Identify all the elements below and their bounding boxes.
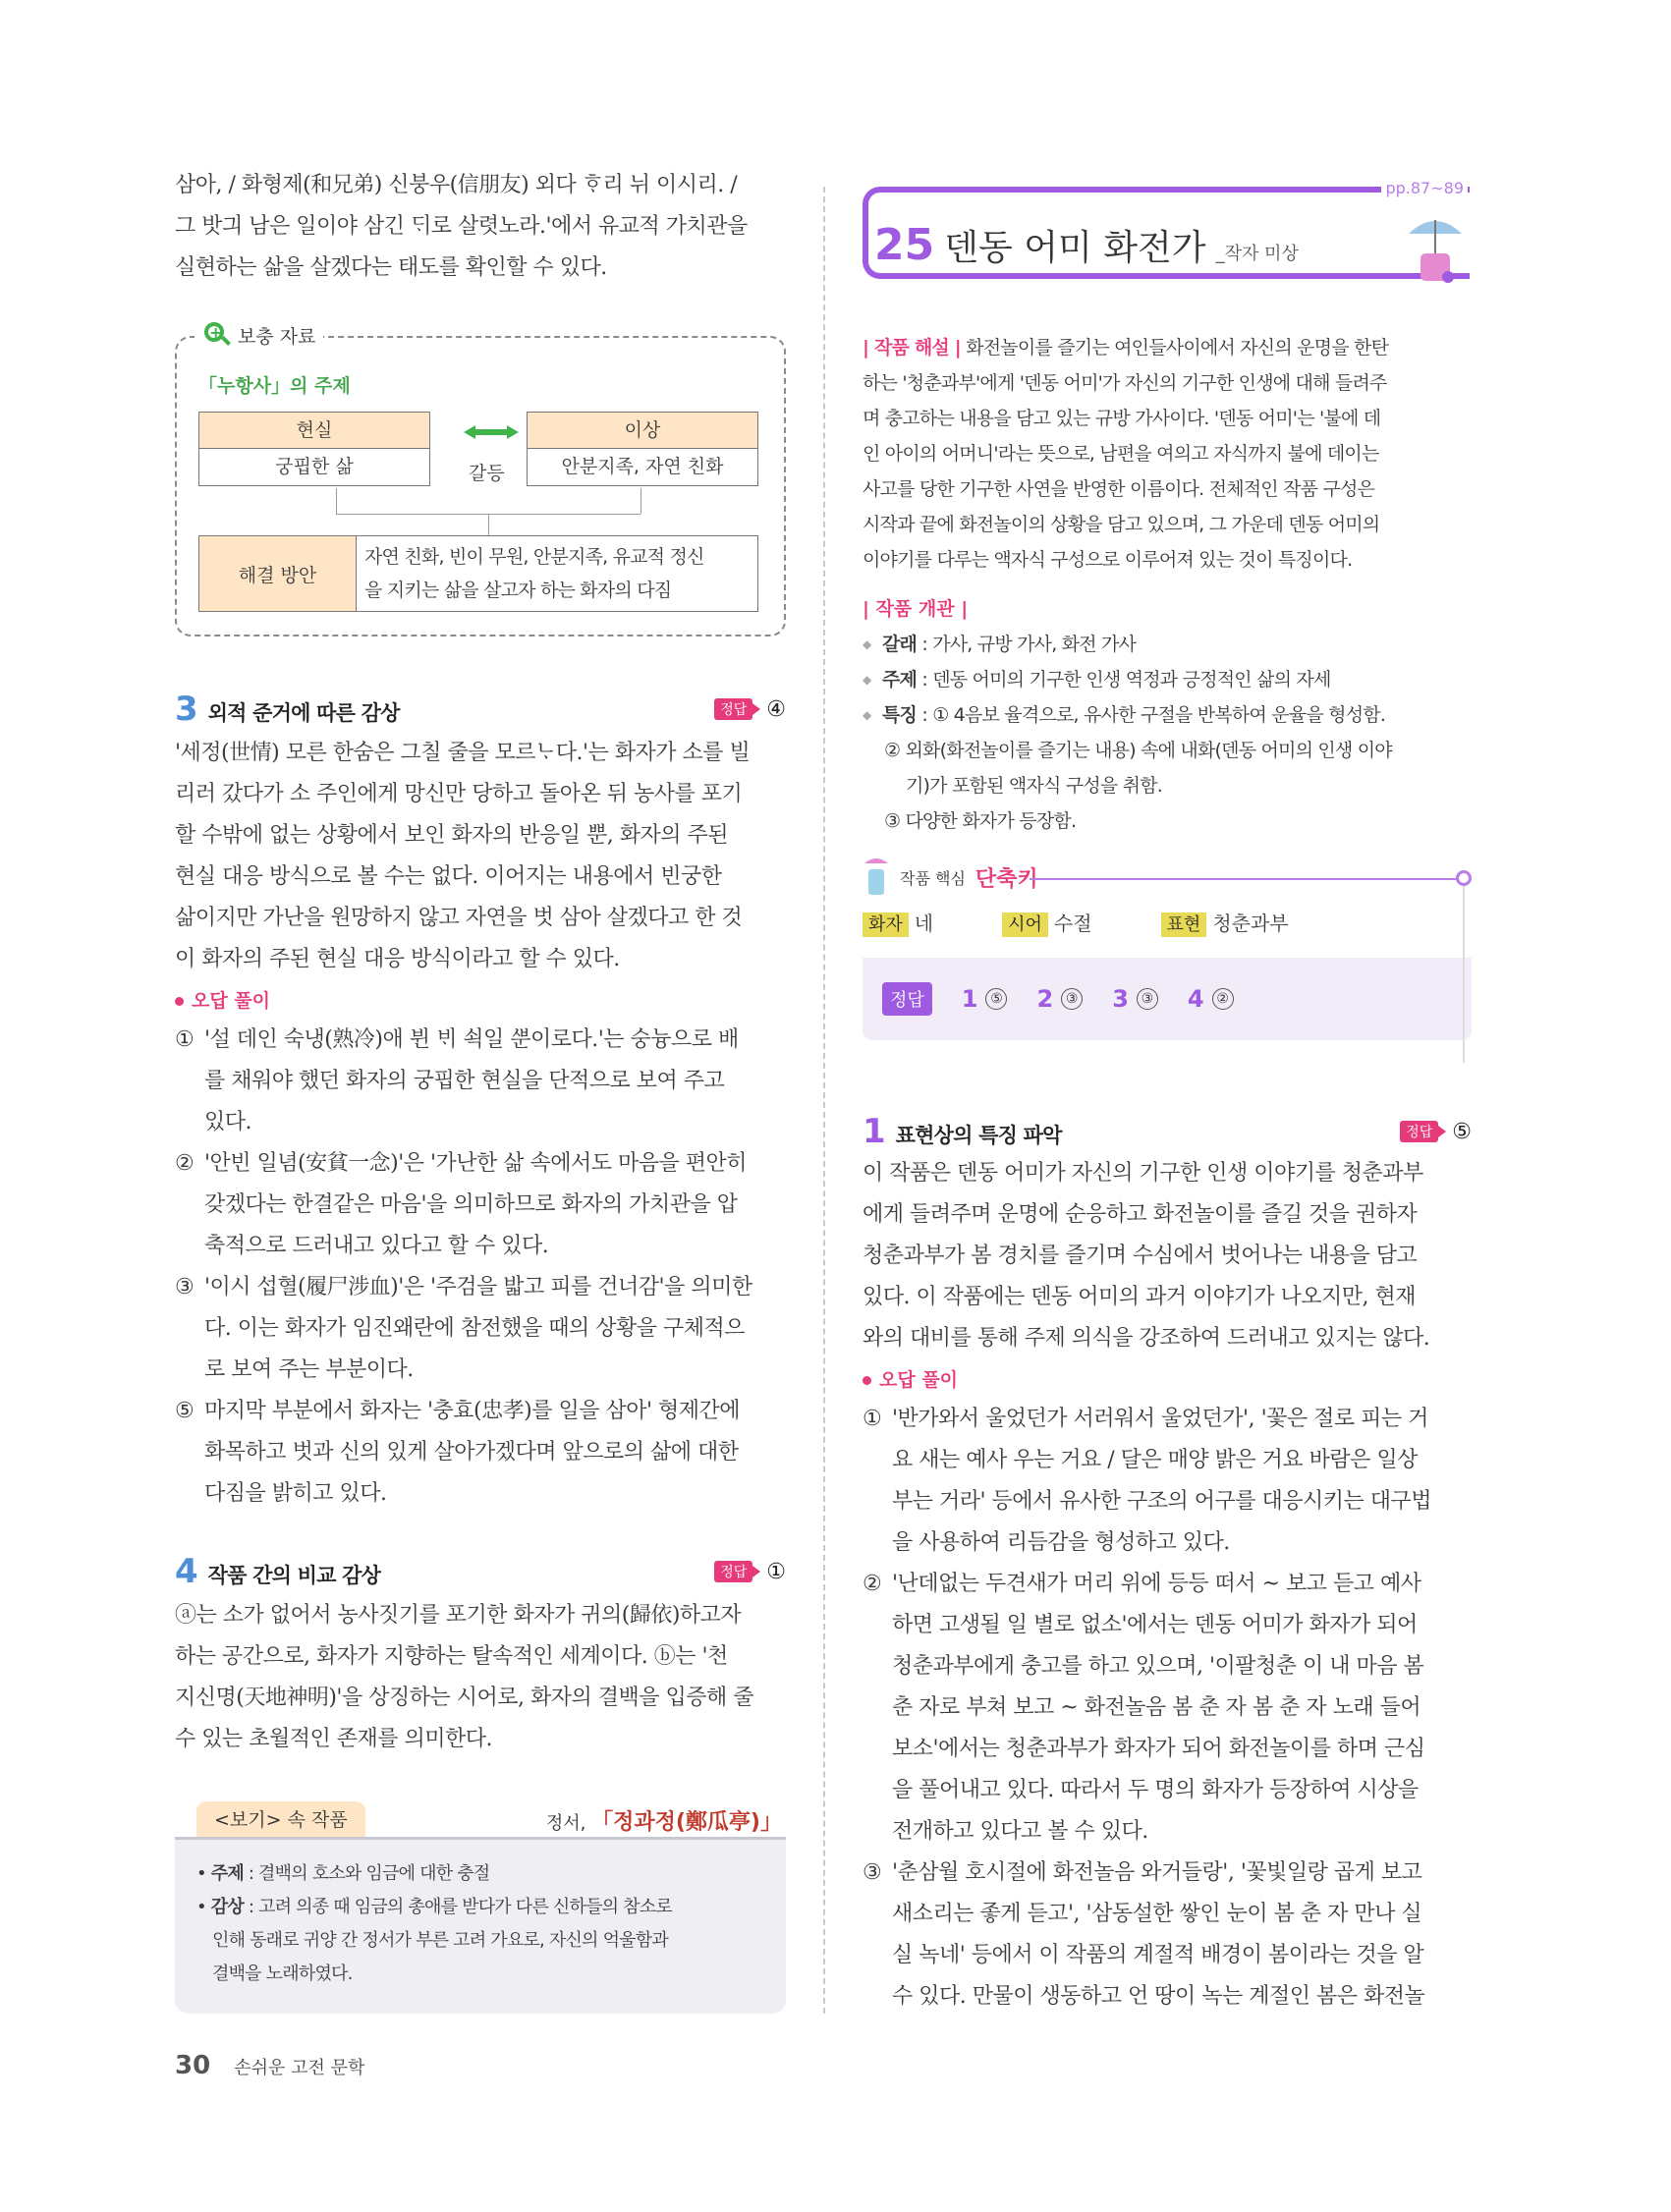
right-section-1-body [863,1153,1472,1359]
section-3-header [175,691,786,727]
text-line: 있다. 이 작품에는 덴동 어미의 과거 이야기가 나오지만, 현재 [863,1285,1416,1309]
section-number: 1 [863,1112,886,1151]
answer-key-bar [863,958,1472,1040]
text-line: 자연 친화, 빈이 무원, 안분지족, 유교적 정신 [364,546,704,568]
header-frame-top [880,187,1460,193]
text-line: 이 화자의 주된 현실 대응 방식이라고 할 수 있다. [175,947,620,971]
diamond-bullet-icon: ◆ [863,673,871,687]
book-title: 손쉬운 고전 문학 [234,2058,365,2078]
text-line: ⓐ는 소가 없어서 농사짓기를 포기한 화자가 귀의(歸依)하고자 [175,1603,742,1628]
text-line: 지신명(天地神明)'을 상징하는 시어로, 화자의 결백을 입증해 줄 [175,1686,753,1710]
section-title: 표현상의 특징 파악 [895,1124,1062,1147]
feature-2 [863,733,1472,803]
text-line: 하면 고생될 일 별로 없소'에서는 덴동 어미가 화자가 되어 [892,1613,1418,1637]
wrong-answer-list [175,1020,786,1515]
text-line: 사고를 당한 기구한 사연을 반영한 이름이다. 전체적인 작품 구성은 [863,478,1375,500]
key-big-label: 단축키 [975,866,1038,892]
work-explanation [863,330,1472,578]
right-column [863,165,1472,2018]
answer-choice: ③ [1061,988,1083,1010]
section-4-header [175,1554,786,1589]
wrong-answer-label: 오답 풀이 [879,1369,959,1391]
key-item [1161,908,1289,936]
list-item [175,1143,786,1267]
theme-text: : 결백의 호소와 임금에 대한 충절 [243,1863,490,1884]
text-line: 현실 대응 방식으로 볼 수는 없다. 이어지는 내용에서 빈궁한 [175,864,722,889]
item-marker: ① [175,1027,195,1052]
list-item [863,1564,1472,1853]
item-marker: ③ [863,1860,882,1885]
text-line: 청춘과부가 봄 경치를 즐기며 수심에서 벗어나는 내용을 담고 [863,1244,1418,1268]
key-tag: 화자 [863,912,909,937]
supplementary-header [195,320,323,350]
text-line: 있다. [204,1110,251,1134]
answer-badge: 정답 [1400,1121,1438,1142]
text-line: 부는 거라' 등에서 유사한 구조의 어구를 대응시키는 대구법 [892,1489,1432,1514]
feature-3: ③ 다양한 화자가 등장함. [884,810,1077,832]
section-number: 3 [175,690,198,729]
diamond-bullet-icon: ◆ [863,708,871,722]
page-reference: pp.87~89 [1381,179,1468,197]
ideal-header: 이상 [528,413,757,449]
text-line: 삶이지만 가난을 원망하지 않고 자연을 벗 삼아 살겠다고 한 것 [175,906,743,930]
answer-choice: ③ [1137,988,1158,1010]
text-line: 다. 이는 화자가 임진왜란에 참전했을 때의 상황을 구체적으 [204,1316,745,1341]
section-number: 4 [175,1552,198,1591]
overview-theme [863,662,1472,697]
text-line: '이시 섭혈(履尸涉血)'은 '주검을 밟고 피를 건너감'을 의미한 [204,1275,752,1300]
reference-content [175,1837,786,2014]
double-arrow-icon [464,425,519,439]
text-line: 이야기를 다루는 액자식 구성으로 이루어져 있는 것이 특징이다. [863,549,1353,571]
text-line [863,330,1472,365]
text-line: '설 데인 숙냉(熟冷)애 뷘 ᄇᆡ 쇡일 ᄲᅮᆫ이로다.'는 숭늉으로 배 [204,1027,739,1052]
text-line: 새소리는 좋게 듣고', '삼동설한 쌓인 눈이 봄 춘 자 만나 실 [892,1902,1422,1926]
right-section-1-header [863,1114,1472,1149]
genre-label: 갈래 [882,634,918,655]
key-shortcut-header [863,862,1472,892]
text-line: 요 새는 예사 우는 거요 / 달은 매양 밝은 거요 바람은 일상 [892,1448,1418,1472]
text-line: 수 있다. 만물이 생동하고 언 땅이 녹는 계절인 봄은 화전놀 [892,1984,1425,2009]
text-line: '세정(世情) 모른 한숨은 그칠 줄을 모르ᄂᆞ다.'는 화자가 소를 빌 [175,741,751,765]
answer-choice: ⑤ [985,988,1007,1010]
work-number: 25 [874,220,935,270]
reference-appreciation: • 감상 : 고려 의종 때 임금의 총애를 받다가 다른 신하들의 참소로 [196,1897,672,1917]
answer-key-label: 정답 [882,982,932,1016]
left-column [175,165,786,2014]
overview-label: | 작품 개관 | [863,598,969,620]
text-line: 그 밧긔 남은 일이야 삼긴 ᄃᆡ로 살렷노라.'에서 유교적 가치관을 [175,214,748,239]
wrong-answer-label: 오답 풀이 [192,990,271,1012]
work-name: 덴동 어미 화전가 [944,228,1206,268]
text-line: 리러 갔다가 소 주인에게 망신만 당하고 돌아온 뒤 농사를 포기 [175,782,743,806]
item-marker: ② [175,1151,195,1176]
text-line: 보소'에서는 청춘과부가 화자가 되어 화전놀이를 하며 근심 [892,1737,1425,1761]
key-value: 네 [914,912,934,935]
text-line: 다짐을 밝히고 있다. [204,1481,387,1506]
wrong-answer-list [863,1399,1472,2018]
answer-value: ① [766,1559,786,1584]
overview-genre [863,627,1472,662]
connector-line [488,514,489,535]
text-line: 을 사용하여 리듬감을 형성하고 있다. [892,1530,1230,1555]
text-line: 실 녹네' 등에서 이 작품의 계절적 배경이 봄이라는 것을 알 [892,1943,1424,1967]
text-line: 을 지키는 삶을 살고자 하는 화자의 다짐 [364,580,672,601]
page-footer [175,2051,364,2080]
reference-author: 정서, [545,1813,586,1834]
text-line-content: 화전놀이를 즐기는 여인들사이에서 자신의 운명을 한탄 [960,337,1389,359]
section-4-body [175,1595,786,1760]
drink-cup-icon [863,857,890,897]
answer-number: 1 [961,985,978,1013]
text-line: 결백을 노래하였다. [212,1963,353,1984]
key-value: 청춘과부 [1212,912,1289,935]
theme-label: 주제 [882,669,918,691]
answer-badge: 정답 [714,698,752,720]
item-marker: ② [863,1572,882,1596]
answer-key-item [1036,985,1083,1013]
reference-theme: • 주제 : 결백의 호소와 임금에 대한 충절 [196,1863,490,1884]
supplementary-box [175,323,786,636]
connector-line [336,488,337,514]
text-line: 춘 자로 부쳐 보고 ~ 화전놀음 봄 춘 자 봄 춘 자 노래 들어 [892,1695,1421,1720]
genre-text: : 가사, 규방 가사, 화전 가사 [917,634,1137,655]
text-line: 마지막 부분에서 화자는 '충효(忠孝)를 일을 삼아' 형제간에 [204,1399,741,1423]
key-small-label: 작품 핵심 [900,868,966,888]
list-item [175,1391,786,1515]
conflict-label: 갈등 [469,463,505,484]
theme-label: 주제 [210,1863,244,1884]
text-line: 할 수밖에 없는 상황에서 보인 화자의 반응일 뿐, 화자의 주된 [175,823,728,848]
text-line: 를 채워야 했던 화자의 궁핍한 현실을 단적으로 보여 주고 [204,1069,725,1093]
answer-key-item [1188,985,1234,1013]
bullet-dot-icon [175,997,184,1006]
text-line: '안빈 일념(安貧一念)'은 '가난한 삶 속에서도 마음을 편안히 [204,1151,748,1176]
answer-number: 3 [1112,985,1129,1013]
answer-value: ④ [766,696,786,722]
item-marker: ⑤ [175,1399,195,1423]
reality-box [198,412,430,486]
work-header [863,165,1472,291]
text-line: 을 풀어내고 있다. 따라서 두 명의 화자가 등장하여 시상을 [892,1778,1419,1802]
answer-tag [1400,1120,1472,1144]
reality-content: 궁핍한 삶 [275,456,354,477]
text-line: 청춘과부에게 충고를 하고 있으며, '이팔청춘 이 내 마음 봄 [892,1654,1424,1679]
solution-text [357,536,712,611]
text-line: '난데없는 두견새가 머리 위에 등등 떠서 ~ 보고 듣고 예사 [892,1572,1421,1596]
answer-number: 2 [1036,985,1054,1013]
text-line: '반가와서 울었던가 서러워서 울었던가', '꽃은 절로 피는 거 [892,1407,1428,1431]
text-line: 삼아, / 화형제(和兄弟) 신붕우(信朋友) 외다 ᄒᆞ리 뉘 이시리. / [175,173,738,197]
feature-text: : ① 4음보 율격으로, 유사한 구절을 반복하여 운율을 형성함. [917,704,1386,726]
text-line: 실현하는 삶을 살겠다는 태도를 확인할 수 있다. [175,255,607,280]
work-overview [863,591,1472,839]
reference-work-title: 「정과정(鄭瓜亭)」 [591,1810,782,1835]
parasol-drink-icon [1403,208,1468,285]
key-divider [1030,878,1462,880]
section-title: 작품 간의 비교 감상 [207,1564,381,1587]
text-line: 와의 대비를 통해 주제 의식을 강조하여 드러내고 있지는 않다. [863,1326,1430,1351]
text-line: 하는 '청춘과부'에게 '덴동 어미'가 자신의 기구한 인생에 대해 들려주 [863,372,1387,394]
text-line: 로 보여 주는 부분이다. [204,1357,414,1382]
text-line: 갖겠다는 한결같은 마음'을 의미하므로 화자의 가치관을 압 [204,1192,738,1217]
text-line: 인 아이의 어머니'라는 뜻으로, 남편을 여의고 자식까지 불에 데이는 [863,443,1379,465]
answer-badge: 정답 [714,1561,752,1582]
theme-text: : 덴동 어미의 기구한 인생 역정과 긍정적인 삶의 자세 [917,669,1331,691]
wrong-answer-heading [863,1361,1472,1399]
answer-value: ⑤ [1452,1119,1472,1144]
magnifier-plus-icon: + [202,320,232,350]
answer-tag [714,697,786,722]
ideal-box [527,412,758,486]
supplementary-title: 「누항사」의 주제 [198,375,351,397]
text-line: : 고려 의종 때 임금의 총애를 받다가 다른 신하들의 참소로 [243,1897,672,1917]
key-items [863,908,1472,936]
solution-box [198,535,758,612]
reference-tab: <보기> 속 작품 [196,1801,365,1837]
page-number: 30 [175,2051,211,2080]
answer-key-item [962,985,1008,1013]
key-item [863,908,933,936]
answer-choice: ② [1212,988,1234,1010]
overview-features [863,697,1472,733]
intro-paragraph [175,165,786,289]
work-author: _작자 미상 [1215,244,1299,264]
key-tag: 표현 [1161,912,1207,937]
key-tag: 시어 [1002,912,1048,937]
text-line: 화목하고 벗과 신의 있게 살아가겠다며 앞으로의 삶에 대한 [204,1440,739,1465]
supplementary-label: 보충 자료 [238,325,316,348]
text-line: 기)가 포함된 액자식 구성을 취함. [906,775,1163,797]
answer-tag [714,1560,786,1584]
section-3-body [175,733,786,980]
key-end-dot [1456,870,1472,886]
list-item [863,1853,1472,2018]
list-item [175,1267,786,1391]
bullet-dot-icon [863,1376,871,1385]
column-divider [823,187,825,2014]
wrong-answer-heading [175,982,786,1020]
answer-key-item [1112,985,1158,1013]
ideal-content: 안분지족, 자연 친화 [561,456,724,477]
answer-number: 4 [1187,985,1204,1013]
item-marker: ③ [175,1275,195,1300]
work-title [874,220,1299,270]
section-title: 외적 준거에 따른 감상 [207,701,400,725]
diamond-bullet-icon: ◆ [863,637,871,651]
feature-label: 특징 [882,704,918,726]
text-line: 수 있는 초월적인 존재를 의미한다. [175,1727,492,1751]
text-line: 시작과 끝에 화전놀이의 상황을 담고 있으며, 그 가운데 덴동 어미의 [863,514,1380,535]
header-frame-bottom [880,273,1460,279]
reference-source [546,1805,782,1836]
item-marker: ① [863,1407,882,1431]
text-line: 축적으로 드러내고 있다고 할 수 있다. [204,1234,549,1258]
list-item [175,1020,786,1143]
key-side-line [1463,886,1465,1063]
reality-header: 현실 [199,413,429,449]
text-line: 전개하고 있다고 볼 수 있다. [892,1819,1148,1844]
solution-label: 해결 방안 [199,536,357,611]
list-item [863,1399,1472,1564]
text-line: ② 외화(화전놀이를 즐기는 내용) 속에 내화(덴동 어미의 인생 이야 [884,740,1392,761]
text-line: 며 충고하는 내용을 담고 있는 규방 가사이다. '덴동 어미'는 '불에 데 [863,408,1381,429]
appreciation-label: 감상 [210,1897,244,1917]
explanation-label: | 작품 해설 | [863,337,961,359]
theme-diagram [198,412,762,608]
key-value: 수절 [1053,912,1092,935]
key-item [1002,908,1091,936]
text-line: 이 작품은 덴동 어미가 자신의 기구한 인생 이야기를 청춘과부 [863,1161,1423,1186]
key-shortcut-box [863,862,1472,1069]
text-line: 하는 공간으로, 화자가 지향하는 탈속적인 세계이다. ⓑ는 '천 [175,1644,728,1669]
text-line: 인해 동래로 귀양 간 정서가 부른 고려 가요로, 자신의 억울함과 [212,1930,668,1951]
text-line: '춘삼월 호시절에 화전놀음 와거들랑', '꽃빛일랑 곱게 보고 [892,1860,1422,1885]
reference-work-box [175,1801,786,2014]
text-line: 에게 들려주며 운명에 순응하고 화전놀이를 즐길 것을 권하자 [863,1202,1418,1227]
